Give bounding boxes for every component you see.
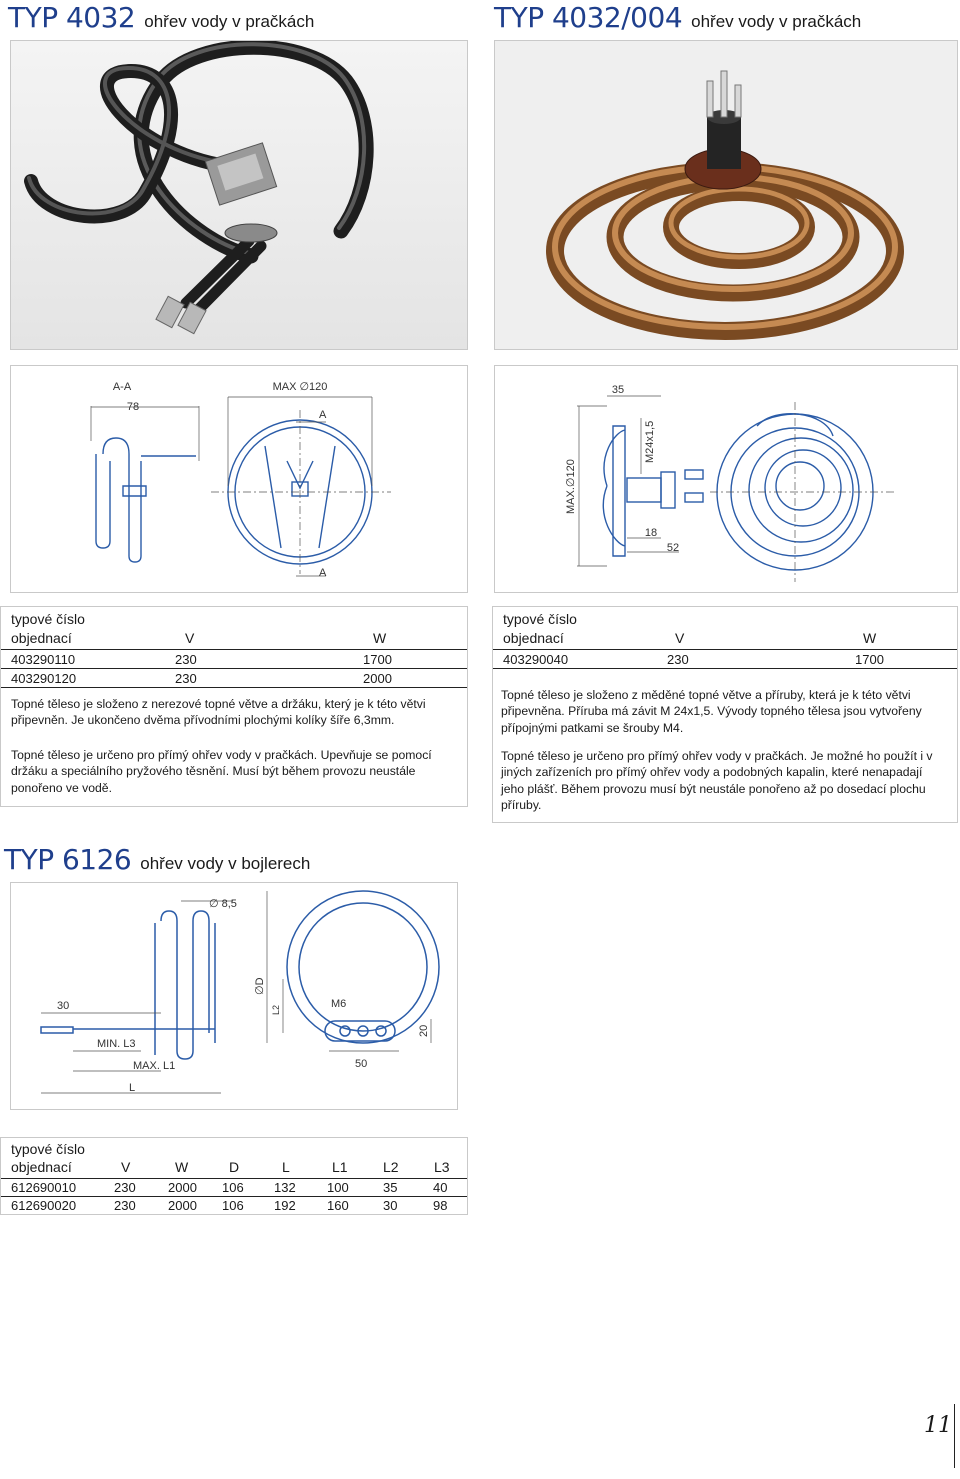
- table-cell: 106: [222, 1180, 244, 1195]
- table-cell: 106: [222, 1198, 244, 1213]
- max-l1-label: MAX. L1: [133, 1060, 176, 1072]
- table-cell: 160: [327, 1198, 349, 1213]
- table-cell: 230: [114, 1180, 136, 1195]
- diameter-label: ∅ 8,5: [209, 898, 237, 910]
- spec-table-6126: [0, 1137, 468, 1215]
- section-label-a: A: [319, 409, 327, 421]
- table-cell: 230: [175, 671, 197, 686]
- table-cell: 132: [274, 1180, 296, 1195]
- technical-drawing-4032: [10, 365, 468, 593]
- table-header-v: V: [121, 1159, 131, 1175]
- type-code: TYP 6126: [4, 843, 132, 876]
- spec-table-4032-004: [492, 606, 958, 823]
- table-cell: 100: [327, 1180, 349, 1195]
- max-diameter-label: MAX.∅120: [565, 459, 577, 514]
- page-number: 11: [924, 1413, 952, 1438]
- technical-drawing-4032-004: [494, 365, 958, 593]
- description-paragraph: Topné těleso je určeno pro přímý ohřev vody v pračkách. Upevňuje se pomocí držáku a speciálního pryžového těsnění. Musí být během provozu neustále ponořeno ve vodě.: [11, 748, 432, 795]
- table-header-d: D: [229, 1159, 240, 1175]
- table-cell: 192: [274, 1198, 296, 1213]
- dimension-18: 18: [644, 527, 658, 539]
- table-header-l2: L2: [383, 1159, 399, 1175]
- dimension-78: 78: [126, 401, 140, 413]
- table-header-label: typové číslo: [11, 611, 85, 627]
- l2-label: L2: [271, 1004, 281, 1015]
- table-header-objednaci: objednací: [11, 1159, 72, 1175]
- table-cell: 40: [433, 1180, 448, 1195]
- description-paragraph: Topné těleso je určeno pro přímý ohřev vody v pračkách. Je možné ho použít i v jiných zařízeních pro přímý ohřev vody a podobných kapalin, které nenapadají jeho plášť. Během provozu musí být neustále ponořeno až po dosedací plochu příruby.: [501, 749, 933, 812]
- table-header-l3: L3: [434, 1159, 450, 1175]
- table-header-w: W: [863, 630, 877, 646]
- table-cell: 230: [114, 1198, 136, 1213]
- table-header-w: W: [373, 630, 387, 646]
- dimension-52: 52: [666, 542, 680, 554]
- table-cell: 403290120: [11, 671, 77, 686]
- product-photo-4032-004: [494, 40, 958, 350]
- drawing-label-max: MAX ∅120: [272, 381, 328, 393]
- table-cell: 2000: [363, 671, 392, 686]
- table-cell: 2000: [168, 1198, 197, 1213]
- section-heading-4032-004: [494, 1, 861, 34]
- table-header-v: V: [185, 630, 195, 646]
- table-header-l: L: [282, 1159, 290, 1175]
- spec-table-4032: [0, 606, 468, 807]
- drawing-label-aa: A-A: [112, 381, 132, 393]
- table-cell: 230: [175, 652, 197, 667]
- section-heading-4032: [8, 1, 314, 34]
- section-heading-6126: [4, 843, 310, 876]
- description-paragraph: Topné těleso je složeno z nerezové topné větve a držáku, který je k této větvi připevněn. Je ukončeno dvěma přívodními plochými kolíky šíře 6,3mm.: [11, 697, 426, 728]
- table-cell: 230: [667, 652, 689, 667]
- product-photo-4032: [10, 40, 468, 350]
- thread-label: M24x1,5: [644, 420, 656, 463]
- table-header-w: W: [175, 1159, 189, 1175]
- table-header-objednaci: objednací: [11, 630, 72, 646]
- table-header-l1: L1: [332, 1159, 348, 1175]
- page-number-rule: [954, 1404, 955, 1468]
- table-cell: 403290040: [503, 652, 569, 667]
- table-header-objednaci: objednací: [503, 630, 564, 646]
- table-cell: 30: [383, 1198, 398, 1213]
- type-code: TYP 4032/004: [494, 1, 683, 34]
- description-paragraph: Topné těleso je složeno z měděné topné větve a příruby, která je k této větvi připevněna. Příruba má závit M 24x1,5. Vývody topného tělesa jsou vytvořeny přípojnými patkami se šrouby M4.: [501, 688, 922, 735]
- table-cell: 403290110: [11, 652, 76, 667]
- table-header-label: typové číslo: [11, 1141, 85, 1157]
- dimension-50: 50: [355, 1058, 368, 1070]
- l-label: L: [129, 1082, 136, 1094]
- section-label-a: A: [319, 567, 327, 579]
- table-header-v: V: [675, 630, 685, 646]
- table-cell: 1700: [855, 652, 884, 667]
- table-cell: 612690020: [11, 1198, 77, 1213]
- type-subtitle: ohřev vody v bojlerech: [140, 854, 311, 873]
- table-cell: 98: [433, 1198, 448, 1213]
- type-code: TYP 4032: [8, 1, 136, 34]
- min-l3-label: MIN. L3: [97, 1038, 136, 1050]
- dimension-35: 35: [611, 384, 625, 396]
- technical-drawing-6126: [10, 882, 458, 1110]
- dimension-20: 20: [418, 1024, 430, 1037]
- table-cell: 2000: [168, 1180, 197, 1195]
- dimension-30: 30: [57, 1000, 70, 1012]
- m6-label: M6: [331, 998, 347, 1010]
- diameter-d-label: ∅D: [254, 977, 266, 995]
- table-cell: 1700: [363, 652, 392, 667]
- table-cell: 35: [383, 1180, 398, 1195]
- type-subtitle: ohřev vody v pračkách: [691, 12, 862, 31]
- table-cell: 612690010: [11, 1180, 77, 1195]
- table-header-label: typové číslo: [503, 611, 577, 627]
- type-subtitle: ohřev vody v pračkách: [144, 12, 315, 31]
